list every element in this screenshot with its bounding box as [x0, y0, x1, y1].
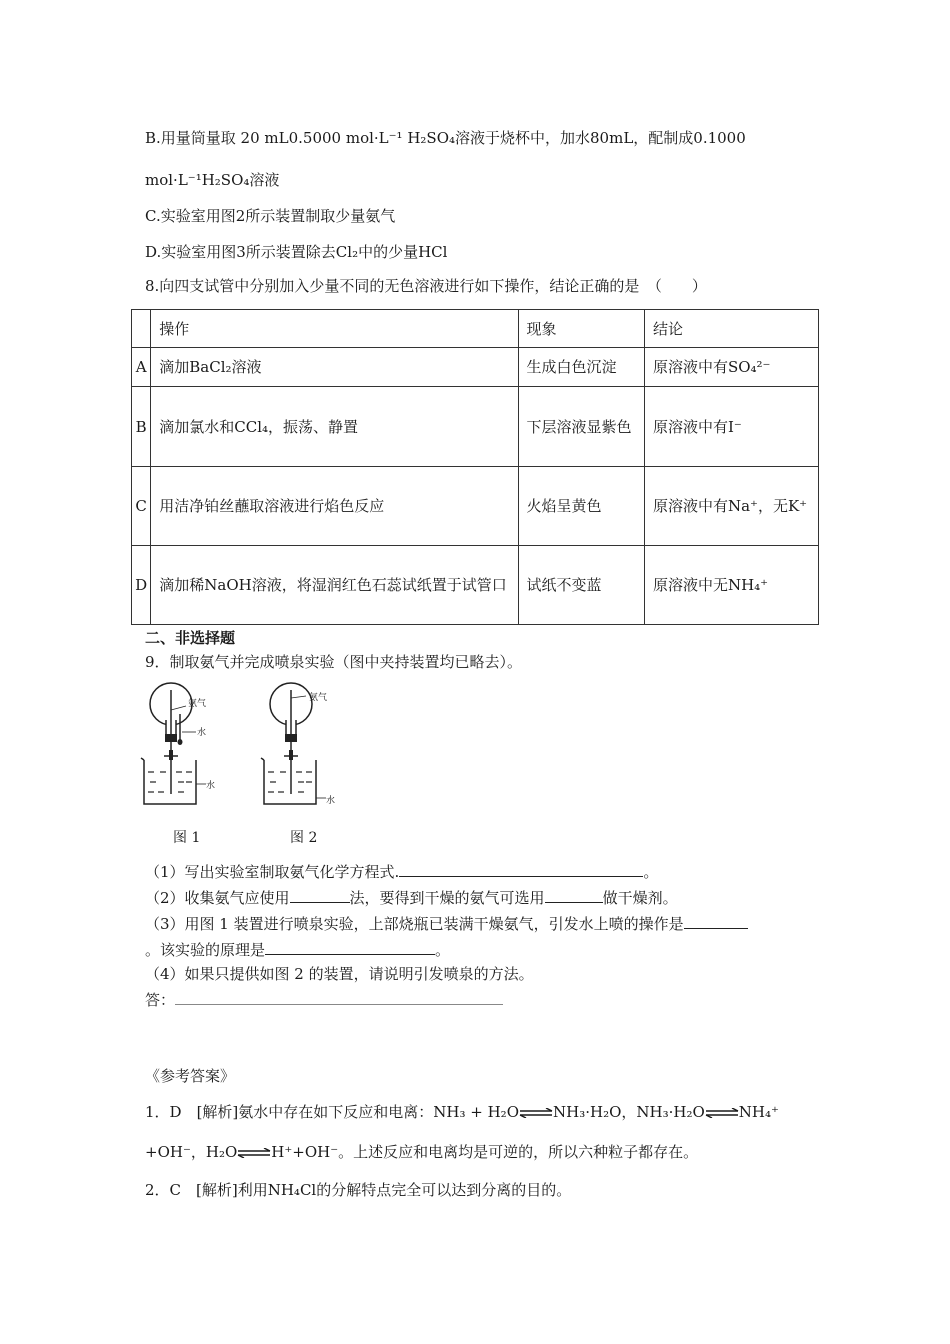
fountain-apparatus-figure-2: [256, 676, 356, 826]
q7-option-c: C.实验室用图2所示装置制取少量氨气: [145, 207, 396, 225]
q8-stem: 8.向四支试管中分别加入少量不同的无色溶液进行如下操作，结论正确的是 （ ）: [145, 277, 707, 295]
row-conclusion: 原溶液中有I⁻: [644, 387, 818, 467]
q9-part-2-text-c: 做干燥剂。: [602, 889, 678, 907]
row-label: D: [132, 546, 151, 625]
row-label: A: [132, 348, 151, 387]
q9-part-3-line1: [145, 914, 748, 934]
answer-1-text-c: NH₄⁺: [738, 1103, 779, 1121]
q7-option-d: D.实验室用图3所示装置除去Cl₂中的少量HCl: [145, 243, 448, 261]
fig2-gas-label: 氨气: [309, 693, 328, 703]
answer-1-text-b: NH₃·H₂O，NH₃·H₂O: [553, 1103, 705, 1121]
table-row: [132, 348, 819, 387]
table-header-cell: [132, 310, 151, 348]
answers-title: 《参考答案》: [145, 1067, 236, 1085]
fig1-gas-label: 氨气: [188, 699, 207, 709]
fig1-beaker-water-label: 水: [206, 781, 216, 791]
q9-stem: 9．制取氨气并完成喷泉实验（图中夹持装置均已略去）。: [145, 653, 523, 671]
fountain-apparatus-figure-1: [136, 676, 236, 826]
answer-1-line2: [145, 1142, 698, 1162]
q9-part-2-text-b: 法，要得到干燥的氨气可选用: [349, 889, 545, 907]
row-conclusion: 原溶液中有SO₄²⁻: [644, 348, 818, 387]
q9-part-3-text-a: （3）用图 1 装置进行喷泉实验，上部烧瓶已装满干燥氨气，引发水上喷的操作是: [145, 915, 684, 933]
table-row: [132, 546, 819, 625]
equilibrium-arrow-icon: [519, 1108, 553, 1118]
answer-2: 2．C [解析]利用NH₄Cl的分解特点完全可以达到分离的目的。: [145, 1181, 572, 1199]
fig2-beaker-water-label: 水: [326, 796, 336, 806]
row-observation: 火焰呈黄色: [518, 467, 644, 546]
q9-part-2-text-a: （2）收集氨气应使用: [145, 889, 290, 907]
figure-2-caption: 图 2: [290, 830, 318, 846]
table-header-cell: 现象: [518, 310, 644, 348]
row-label: B: [132, 387, 151, 467]
answer-1-text-d: +OH⁻，H₂O: [145, 1143, 238, 1161]
row-label: C: [132, 467, 151, 546]
answer-blank[interactable]: [290, 888, 350, 903]
q9-part-3-text-b: 。该实验的原理是: [145, 941, 266, 959]
table-row: [132, 467, 819, 546]
q9-part-1-text: （1）写出实验室制取氨气化学方程式.: [145, 863, 400, 881]
q9-part-1: [145, 862, 658, 882]
section-title: 二、非选择题: [145, 629, 236, 647]
table-header-cell: 结论: [644, 310, 818, 348]
table-row: [132, 387, 819, 467]
table-header-cell: 操作: [151, 310, 518, 348]
q8-table: [131, 309, 819, 625]
row-observation: 试纸不变蓝: [518, 546, 644, 625]
answer-1-text-a: 1．D [解析]氨水中存在如下反应和电离：NH₃ + H₂O: [145, 1103, 519, 1121]
row-operation: 滴加稀NaOH溶液，将湿润红色石蕊试纸置于试管口: [151, 546, 518, 625]
row-operation: 用洁净铂丝蘸取溶液进行焰色反应: [151, 467, 518, 546]
row-conclusion: 原溶液中无NH₄⁺: [644, 546, 818, 625]
answer-label: 答：: [145, 991, 176, 1009]
row-operation: 滴加BaCl₂溶液: [151, 348, 518, 387]
answer-blank[interactable]: [684, 914, 748, 929]
figure-1-caption: 图 1: [173, 830, 201, 846]
answer-1-line1: [145, 1102, 779, 1122]
answer-1-text-e: H⁺+OH⁻。上述反应和电离均是可逆的，所以六种粒子都存在。: [271, 1143, 699, 1161]
row-conclusion: 原溶液中有Na⁺，无K⁺: [644, 467, 818, 546]
q7-option-b-line2: mol·L⁻¹H₂SO₄溶液: [145, 171, 280, 189]
equilibrium-arrow-icon: [705, 1108, 739, 1118]
table-header-row: [132, 310, 819, 348]
fig1-water-label: 水: [197, 728, 207, 738]
equilibrium-arrow-icon: [237, 1148, 271, 1158]
q9-part-1-end: 。: [643, 863, 659, 881]
row-observation: 生成白色沉淀: [518, 348, 644, 387]
q9-part-3-text-c: 。: [435, 941, 451, 959]
q9-part-3-line2: [145, 940, 450, 960]
answer-blank[interactable]: [399, 862, 643, 877]
answer-blank[interactable]: [265, 940, 435, 955]
q9-part-4: （4）如果只提供如图 2 的装置，请说明引发喷泉的方法。: [145, 965, 534, 983]
answer-blank[interactable]: [545, 888, 603, 903]
q9-part-2: [145, 888, 678, 908]
answer-blank[interactable]: [175, 990, 503, 1005]
row-operation: 滴加氯水和CCl₄，振荡、静置: [151, 387, 518, 467]
q9-answer-line: [145, 990, 503, 1010]
q7-option-b-line1: B.用量筒量取 20 mL0.5000 mol·L⁻¹ H₂SO₄溶液于烧杯中，加水80mL，配制成0.1000: [145, 129, 746, 147]
row-observation: 下层溶液显紫色: [518, 387, 644, 467]
